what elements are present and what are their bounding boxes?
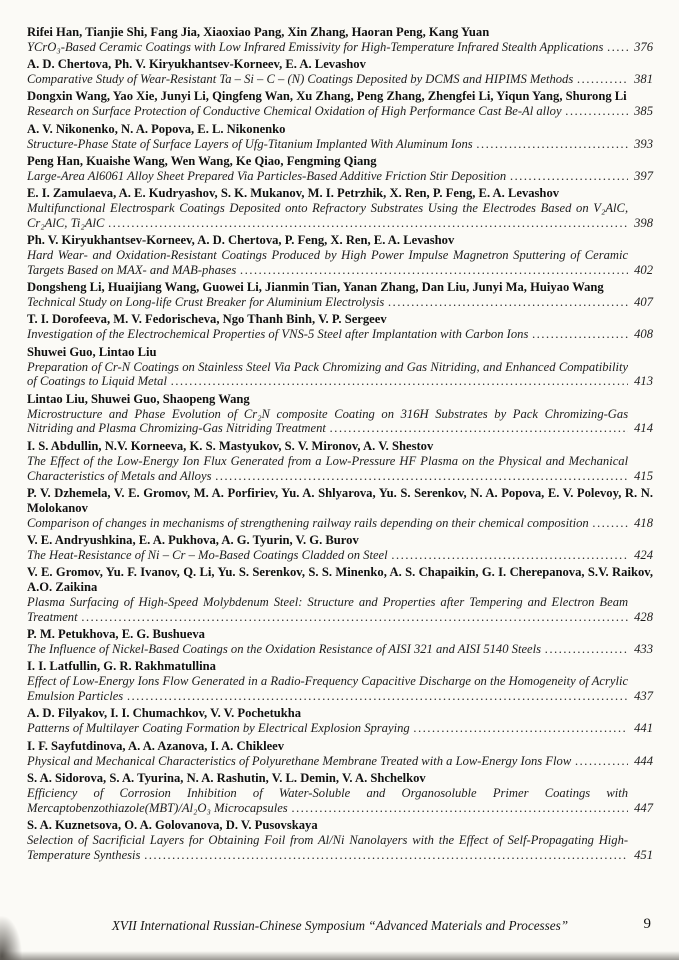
entry-page-number: 413 bbox=[634, 374, 653, 389]
entry-title-row bbox=[27, 295, 653, 310]
scan-artifact-corner-smudge bbox=[0, 912, 24, 960]
entry-page-number: 408 bbox=[634, 327, 653, 342]
toc-entry bbox=[27, 659, 653, 704]
entry-title: The Effect of the Low-Energy Ion Flux Generated from a Low-Pressure HF Plasma on the Physical and Mechanical Characteristics of Metals and Alloys ..... bbox=[27, 454, 628, 484]
entry-authors: E. I. Zamulaeva, A. E. Kudryashov, S. K. Mukanov, M. I. Petrzhik, X. Ren, P. Feng, E. A. Levashov bbox=[27, 186, 560, 201]
entry-authors: S. A. Sidorova, S. A. Tyurina, N. A. Rashutin, V. L. Demin, V. A. Shchelkov bbox=[27, 770, 426, 785]
entry-authors: A. V. Nikonenko, N. A. Popova, E. L. Nikonenko bbox=[27, 121, 286, 136]
toc-entry bbox=[27, 57, 653, 87]
entry-title-row bbox=[27, 548, 653, 563]
entry-page-number: 447 bbox=[634, 800, 653, 815]
entry-page-number: 398 bbox=[634, 215, 653, 230]
entry-authors: A. D. Chertova, Ph. V. Kiryukhantsev-Korneev, E. A. Levashov bbox=[27, 57, 366, 72]
entry-page-number: 397 bbox=[634, 168, 653, 183]
entry-title: Selection of Sacrificial Layers for Obtaining Foil from Al/Ni Nanolayers with the Effect of Self-Propagating High-Temperature Synthesis ..... bbox=[27, 833, 628, 863]
toc-entry bbox=[27, 280, 653, 310]
toc-entry bbox=[27, 392, 653, 437]
entry-title: Physical and Mechanical Characteristics of Polyurethane Membrane Treated with a Low-Energy Ions Flow ..... bbox=[27, 754, 628, 769]
entry-title-row bbox=[27, 327, 653, 342]
entry-page-number: 433 bbox=[634, 642, 653, 657]
toc-entry bbox=[27, 122, 653, 152]
entry-title: Efficiency of Corrosion Inhibition of Water-Soluble and Organosoluble Primer Coatings with Mercaptobenzothiazole(MBT)/Al₂O₃ Microcapsules ..... bbox=[27, 786, 628, 816]
toc-entry bbox=[27, 186, 653, 231]
entry-page-number: 402 bbox=[634, 262, 653, 277]
entry-title-row bbox=[27, 360, 653, 390]
toc-entry bbox=[27, 154, 653, 184]
entry-authors: I. S. Abdullin, N.V. Korneeva, K. S. Mastyukov, S. V. Mironov, A. V. Shestov bbox=[27, 438, 434, 453]
entry-title: Large-Area Al6061 Alloy Sheet Prepared Via Particles-Based Additive Friction Stir Deposition ..... bbox=[27, 169, 628, 184]
entry-authors: V. E. Gromov, Yu. F. Ivanov, Q. Li, Yu. S. Serenkov, S. S. Minenko, A. S. Chapaikin, G. I. Cherepanova, S.V. Raikov, A.O. Zaikina bbox=[27, 565, 653, 595]
entry-page-number: 385 bbox=[634, 104, 653, 119]
entry-authors: Ph. V. Kiryukhantsev-Korneev, A. D. Chertova, P. Feng, X. Ren, E. A. Levashov bbox=[27, 233, 455, 248]
entry-title: Technical Study on Long-life Crust Breaker for Aluminium Electrolysis ..... bbox=[27, 295, 628, 310]
entry-title-row bbox=[27, 454, 653, 484]
entry-page-number: 414 bbox=[634, 421, 653, 436]
toc-entry bbox=[27, 89, 653, 119]
toc-entry bbox=[27, 486, 653, 531]
entry-title: Investigation of the Electrochemical Properties of VNS-5 Steel after Implantation with Carbon Ions ..... bbox=[27, 327, 628, 342]
toc-entry bbox=[27, 345, 653, 390]
entry-authors: Shuwei Guo, Lintao Liu bbox=[27, 344, 157, 359]
entry-title-row bbox=[27, 248, 653, 278]
entry-authors: Rifei Han, Tianjie Shi, Fang Jia, Xiaoxiao Pang, Xin Zhang, Haoran Peng, Kang Yuan bbox=[27, 25, 490, 39]
toc-entry bbox=[27, 533, 653, 563]
footer-symposium-title: XVII International Russian-Chinese Symposium “Advanced Materials and Processes” bbox=[111, 918, 569, 933]
entry-title: Comparative Study of Wear-Resistant Ta – Si – C – (N) Coatings Deposited by DCMS and HIPIMS Methods ..... bbox=[27, 72, 628, 87]
page-footer bbox=[27, 918, 653, 938]
entry-page-number: 376 bbox=[634, 39, 653, 54]
entry-title: Comparison of changes in mechanisms of strengthening railway rails depending on their chemical composition ..... bbox=[27, 516, 628, 531]
entry-authors: T. I. Dorofeeva, M. V. Fedorischeva, Ngo Thanh Binh, V. P. Sergeev bbox=[27, 312, 387, 327]
entry-title: Structure-Phase State of Surface Layers of Ufg-Titanium Implanted With Aluminum Ions ..... bbox=[27, 137, 628, 152]
entry-title-row bbox=[27, 595, 653, 625]
footer-page-number: 9 bbox=[643, 916, 651, 932]
entry-title: Preparation of Cr-N Coatings on Stainless Steel Via Pack Chromizing and Gas Nitriding, and Enhanced Compatibility of Coatings to Liquid Metal ..... bbox=[27, 360, 628, 390]
entry-authors: S. A. Kuznetsova, O. A. Golovanova, D. V. Pusovskaya bbox=[27, 817, 318, 832]
entry-title-row bbox=[27, 786, 653, 816]
entry-title-row bbox=[27, 72, 653, 87]
toc-entry bbox=[27, 818, 653, 863]
entry-page-number: 437 bbox=[634, 689, 653, 704]
entry-title-row bbox=[27, 40, 653, 55]
entry-title: The Heat-Resistance of Ni – Cr – Mo-Based Coatings Cladded on Steel ..... bbox=[27, 548, 628, 563]
entry-title-row bbox=[27, 169, 653, 184]
entry-title: Microstructure and Phase Evolution of Cr₂N composite Coating on 316H Substrates by Pack Chromizing-Gas Nitriding and Plasma Chromizing-Gas Nitriding Treatment ..... bbox=[27, 407, 628, 437]
entry-title: The Influence of Nickel-Based Coatings on the Oxidation Resistance of AISI 321 and AISI 5140 Steels ..... bbox=[27, 642, 628, 657]
entry-title-row bbox=[27, 104, 653, 119]
entry-title-row bbox=[27, 201, 653, 231]
entry-page-number: 418 bbox=[634, 515, 653, 530]
entry-authors: I. F. Sayfutdinova, A. A. Azanova, I. A. Chikleev bbox=[27, 738, 285, 753]
entry-page-number: 393 bbox=[634, 136, 653, 151]
toc-entry bbox=[27, 565, 653, 624]
entry-page-number: 415 bbox=[634, 468, 653, 483]
entry-title: Effect of Low-Energy Ions Flow Generated in a Radio-Frequency Capacitive Discharge on the Homogeneity of Acrylic Emulsion Particles ..... bbox=[27, 674, 628, 704]
entry-title: Multifunctional Electrospark Coatings Deposited onto Refractory Substrates Using the Electrodes Based on V₂AlC, Cr₂AlC, Ti₂AlC ..... bbox=[27, 201, 628, 231]
entry-title-row bbox=[27, 833, 653, 863]
toc-entry bbox=[27, 771, 653, 816]
entry-title-row bbox=[27, 674, 653, 704]
entry-page-number: 407 bbox=[634, 295, 653, 310]
toc-entry bbox=[27, 439, 653, 484]
entry-authors: Peng Han, Kuaishe Wang, Wen Wang, Ke Qiao, Fengming Qiang bbox=[27, 153, 377, 168]
entry-title: Patterns of Multilayer Coating Formation by Electrical Explosion Spraying ..... bbox=[27, 721, 628, 736]
entry-title-row bbox=[27, 137, 653, 152]
entry-title: YCrO₃-Based Ceramic Coatings with Low Infrared Emissivity for High-Temperature Infrared Stealth Applications ..... bbox=[27, 40, 628, 55]
toc-entry bbox=[27, 233, 653, 278]
toc-entry bbox=[27, 739, 653, 769]
entry-title: Plasma Surfacing of High-Speed Molybdenum Steel: Structure and Properties after Tempering and Electron Beam Treatment ..... bbox=[27, 595, 628, 625]
entry-page-number: 424 bbox=[634, 547, 653, 562]
entry-authors: V. E. Andryushkina, E. A. Pukhova, A. G. Tyurin, V. G. Burov bbox=[27, 533, 359, 547]
toc-entry bbox=[27, 627, 653, 657]
entry-authors: Lintao Liu, Shuwei Guo, Shaopeng Wang bbox=[27, 391, 250, 406]
entry-title-row bbox=[27, 642, 653, 657]
entry-page-number: 444 bbox=[634, 753, 653, 768]
entry-page-number: 428 bbox=[634, 609, 653, 624]
entry-authors: I. I. Latfullin, G. R. Rakhmatullina bbox=[27, 659, 216, 674]
entry-title-row bbox=[27, 754, 653, 769]
entry-authors: P. V. Dzhemela, V. E. Gromov, M. A. Porfiriev, Yu. A. Shlyarova, Yu. S. Serenkov, N. A. Popova, E. V. Polevoy, R. N. Molokanov bbox=[27, 485, 653, 515]
entry-page-number: 441 bbox=[634, 721, 653, 736]
entry-title: Hard Wear- and Oxidation-Resistant Coatings Produced by High Power Impulse Magnetron Sputtering of Ceramic Targets Based on MAX- and MAB-phases ..... bbox=[27, 248, 628, 278]
toc-list bbox=[27, 25, 653, 863]
entry-title: Research on Surface Protection of Conductive Chemical Oxidation of High Performance Cast Be-Al alloy ..... bbox=[27, 104, 628, 119]
entry-title-row bbox=[27, 721, 653, 736]
entry-authors: P. M. Petukhova, E. G. Bushueva bbox=[27, 627, 205, 642]
entry-authors: A. D. Filyakov, I. I. Chumachkov, V. V. Pochetukha bbox=[27, 706, 302, 721]
toc-entry bbox=[27, 706, 653, 736]
entry-authors: Dongsheng Li, Huaijiang Wang, Guowei Li, Jianmin Tian, Yanan Zhang, Dan Liu, Junyi Ma, Huiyao Wang bbox=[27, 280, 604, 295]
toc-entry bbox=[27, 312, 653, 342]
entry-authors: Dongxin Wang, Yao Xie, Junyi Li, Qingfeng Wan, Xu Zhang, Peng Zhang, Zhengfei Li, Yiqun Yang, Shurong Li bbox=[27, 89, 627, 104]
toc-entry bbox=[27, 25, 653, 55]
entry-page-number: 381 bbox=[634, 72, 653, 87]
entry-title-row bbox=[27, 516, 653, 531]
entry-page-number: 451 bbox=[634, 847, 653, 862]
scan-artifact-bottom-edge bbox=[0, 951, 679, 960]
entry-title-row bbox=[27, 407, 653, 437]
